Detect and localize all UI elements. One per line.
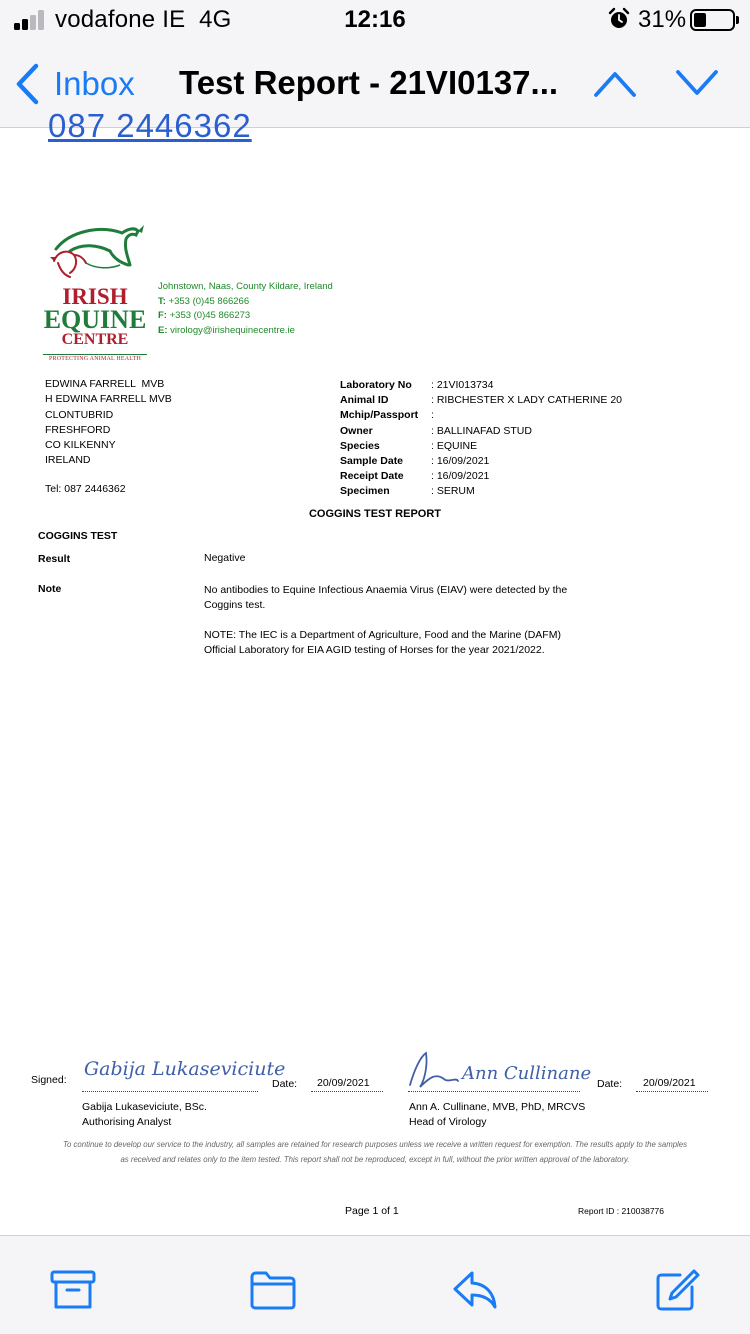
attachment-document[interactable] [0, 107, 750, 1235]
folder-icon[interactable] [250, 1269, 296, 1311]
lab-info-row: Sample Date : 16/09/2021 [340, 455, 490, 468]
address-line: EDWINA FARRELL MVB [45, 378, 165, 390]
result-label: Result [38, 553, 71, 565]
signer2-date: 20/09/2021 [643, 1077, 696, 1089]
status-bar [0, 0, 750, 40]
signer2-block [409, 1100, 585, 1130]
phone-link[interactable]: 087 2446362 [48, 107, 252, 144]
reply-icon[interactable] [452, 1269, 498, 1311]
back-label: Inbox [54, 65, 135, 102]
lab-info-row: Species : EQUINE [340, 439, 478, 452]
alarm-icon [607, 7, 631, 31]
date-line [636, 1091, 708, 1092]
lab-info-table [340, 378, 622, 500]
logo-text-irish: IRISH [62, 284, 128, 309]
chevron-left-icon [14, 62, 40, 106]
next-message-button[interactable] [676, 68, 718, 98]
archive-icon[interactable] [50, 1269, 96, 1311]
date-line [311, 1091, 383, 1092]
lab-fax: F: +353 (0)45 866273 [158, 310, 251, 321]
disclaimer: To continue to develop our service to the industry, all samples are retained for research purposes unless we receive a written request for exemption. The results apply to the samples as received and relates only to the item tested. This report shall not be reproduced, except in full, without the prior written approval of the laboratory. [62, 1140, 688, 1164]
carrier-name: vodafone IE [55, 6, 186, 33]
lab-info-row: Animal ID : RIBCHESTER X LADY CATHERINE 20 [340, 394, 622, 407]
lab-info-row: Owner : BALLINAFAD STUD [340, 424, 532, 437]
signer1-role: Authorising Analyst [82, 1116, 172, 1128]
clock: 12:16 [344, 6, 406, 33]
signer1-name: Gabija Lukaseviciute, BSc. [82, 1101, 207, 1113]
signer2-role: Head of Virology [409, 1116, 487, 1128]
lab-info-row: Mchip/Passport : [340, 409, 434, 422]
message-title: Test Report - 21VI0137... [179, 64, 559, 101]
date-label: Date: [597, 1078, 623, 1090]
logo-text-centre: CENTRE [61, 331, 129, 348]
chevron-up-icon [596, 74, 634, 95]
lab-email: E: virology@irishequinecentre.ie [158, 324, 295, 336]
irish-equine-centre-logo [40, 221, 150, 366]
lab-contact-block [158, 280, 333, 338]
signature-line [408, 1091, 580, 1092]
back-to-inbox-button[interactable] [14, 60, 135, 108]
note-text: No antibodies to Equine Infectious Anaemia Virus (EIAV) were detected by the Coggins test. [204, 584, 568, 612]
horse-logo-icon [40, 221, 150, 285]
compose-icon[interactable] [654, 1269, 700, 1311]
chevron-down-icon [678, 72, 716, 93]
address-line: IRELAND [45, 454, 91, 467]
lab-phone: T: +353 (0)45 866266 [158, 295, 250, 307]
date-label: Date: [272, 1078, 298, 1090]
address-line: H EDWINA FARRELL MVB [45, 393, 172, 406]
report-title: COGGINS TEST REPORT [308, 508, 441, 520]
battery-percent: 31% [638, 6, 687, 33]
signed-label: Signed: [31, 1074, 67, 1086]
result-value: Negative [204, 552, 246, 564]
address-line: FRESHFORD [45, 423, 111, 436]
signature-line [82, 1091, 258, 1092]
signer1-date: 20/09/2021 [317, 1077, 370, 1089]
page-indicator: Page 1 of 1 [345, 1205, 399, 1217]
signer1-block [82, 1100, 207, 1130]
note-text-dafm: NOTE: The IEC is a Department of Agriculture, Food and the Marine (DAFM) Official Laboratory for EIA AGID testing of Horses for the year 2021/2022. [204, 629, 561, 657]
svg-text:Gabija Lukaseviciute: Gabija Lukaseviciute [84, 1058, 286, 1080]
report-id: Report ID : 210038776 [578, 1206, 665, 1216]
signature-cullinane-image [406, 1047, 592, 1091]
logo-text-equine: EQUINE [43, 305, 147, 334]
signature-gabija-image [82, 1049, 286, 1087]
lab-info-row: Specimen : SERUM [340, 485, 475, 498]
previous-message-button[interactable] [594, 68, 636, 98]
bottom-toolbar [0, 1235, 750, 1334]
battery-icon [690, 9, 735, 31]
lab-info-row: Receipt Date : 16/09/2021 [340, 470, 490, 483]
recipient-address [45, 377, 172, 469]
lab-info-row: Laboratory No : 21VI013734 [340, 379, 494, 391]
address-line: CO KILKENNY [45, 439, 116, 452]
network-type: 4G [199, 6, 232, 33]
recipient-tel: Tel: 087 2446362 [45, 483, 126, 495]
signer2-name: Ann A. Cullinane, MVB, PhD, MRCVS [409, 1101, 586, 1113]
address-line: CLONTUBRID [45, 408, 114, 421]
lab-address: Johnstown, Naas, County Kildare, Ireland [158, 281, 333, 292]
note-label: Note [38, 583, 62, 595]
logo-tagline: PROTECTING ANIMAL HEALTH [43, 354, 147, 362]
section-title: COGGINS TEST [38, 530, 118, 542]
svg-text:Ann Cullinane: Ann Cullinane [462, 1063, 592, 1084]
